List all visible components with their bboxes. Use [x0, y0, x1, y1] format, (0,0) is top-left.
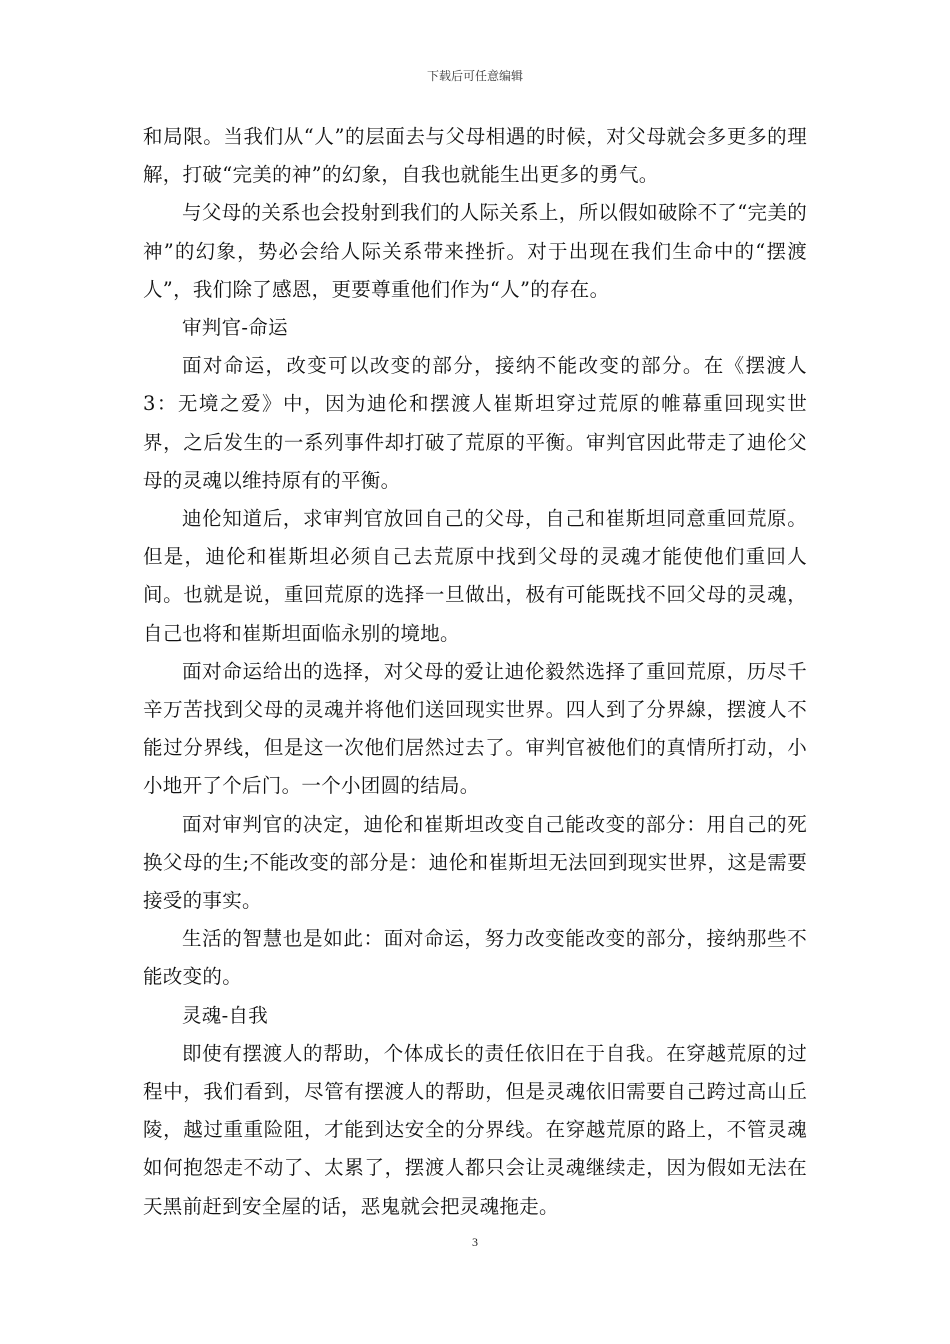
paragraph-continuation: 和局限。当我们从“人”的层面去与父母相遇的时候，对父母就会多更多的理解，打破“完美的神”的幻象，自我也就能生出更多的勇气。 [143, 125, 807, 187]
paragraph: 与父母的关系也会投射到我们的人际关系上，所以假如破除不了“完美的神”的幻象，势必会给人际关系带来挫折。对于出现在我们生命中的“摆渡人”，我们除了感恩，更要尊重他们作为“人”的存在。 [143, 201, 807, 301]
section-heading: 审判官-命运 [182, 316, 288, 340]
document-body [143, 118, 807, 1226]
paragraph: 迪伦知道后，求审判官放回自己的父母，自己和崔斯坦同意重回荒原。但是，迪伦和崔斯坦必须自己去荒原中找到父母的灵魂才能使他们重回人间。也就是说，重回荒原的选择一旦做出，极有可能既找不回父母的灵魂，自己也将和崔斯坦面临永别的境地。 [143, 507, 807, 645]
section-heading: 灵魂-自我 [182, 1003, 269, 1027]
paragraph: 面对命运，改变可以改变的部分，接纳不能改变的部分。在《摆渡人 3：无境之爱》中，因为迪伦和摆渡人崔斯坦穿过荒原的帷幕重回现实世界，之后发生的一系列事件却打破了荒原的平衡。审判官因此带走了迪伦父母的灵魂以维持原有的平衡。 [143, 354, 807, 492]
paragraph: 面对命运给出的选择，对父母的爱让迪伦毅然选择了重回荒原，历尽千辛万苦找到父母的灵魂并将他们送回现实世界。四人到了分界線，摆渡人不能过分界线，但是这一次他们居然过去了。审判官被他们的真情所打动，小小地开了个后门。一个小团圆的结局。 [143, 659, 807, 798]
paragraph: 生活的智慧也是如此：面对命运，努力改变能改变的部分，接纳那些不能改变的。 [143, 927, 807, 989]
page-number: 3 [472, 1235, 478, 1249]
paragraph: 即使有摆渡人的帮助，个体成长的责任依旧在于自我。在穿越荒原的过程中，我们看到，尽管有摆渡人的帮助，但是灵魂依旧需要自己跨过高山丘陵，越过重重险阻，才能到达安全的分界线。在穿越荒原的路上，不管灵魂如何抱怨走不动了、太累了，摆渡人都只会让灵魂继续走，因为假如无法在天黑前赶到安全屋的话，恶鬼就会把灵魂拖走。 [143, 1041, 807, 1218]
page-header: 下载后可任意编辑 [426, 69, 523, 83]
paragraph: 面对审判官的决定，迪伦和崔斯坦改变自己能改变的部分：用自己的死换父母的生;不能改变的部分是：迪伦和崔斯坦无法回到现实世界，这是需要接受的事实。 [143, 812, 807, 913]
